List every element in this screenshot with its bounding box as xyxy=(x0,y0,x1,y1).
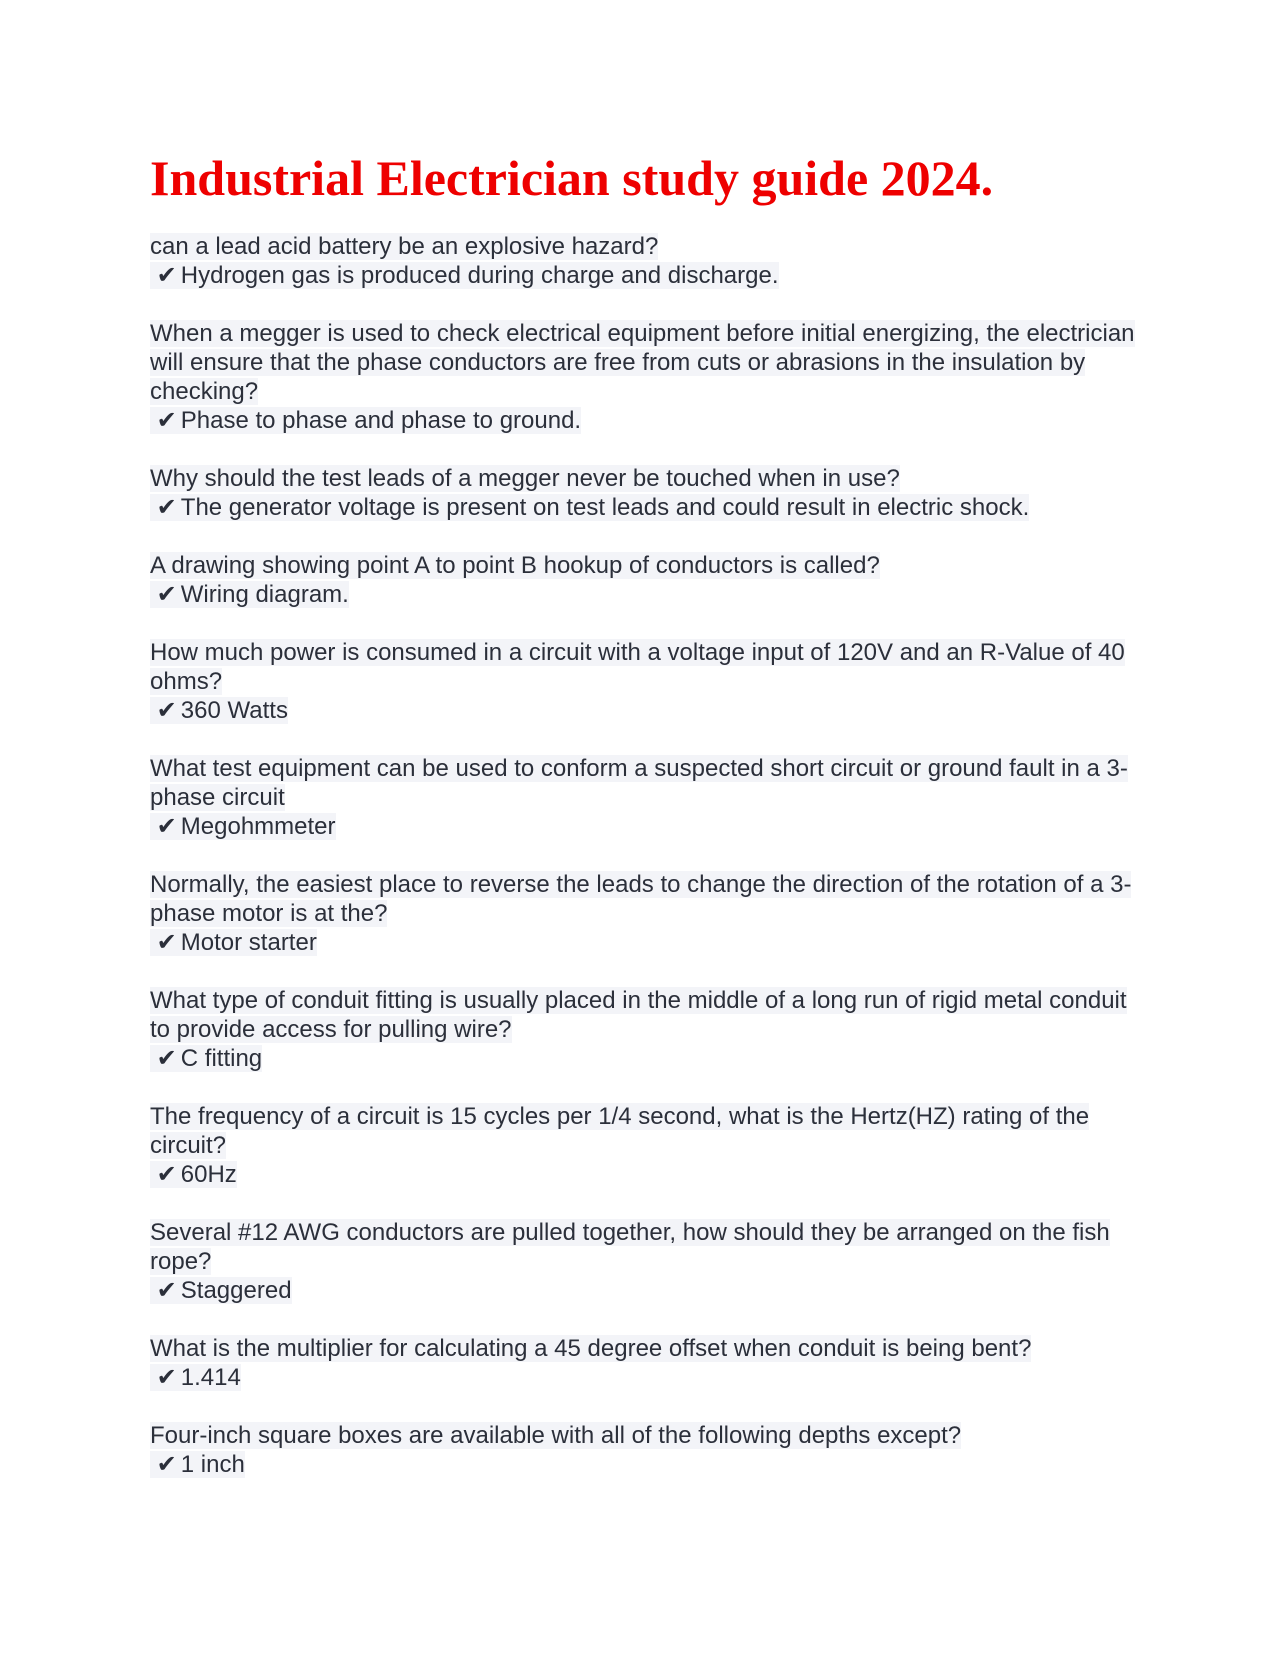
question-text: Several #12 AWG conductors are pulled together, how should they be arranged on the fish rope? xyxy=(150,1219,1110,1275)
checkmark-icon: ✔ xyxy=(156,262,177,289)
checkmark-icon: ✔ xyxy=(156,929,177,956)
checkmark-icon: ✔ xyxy=(156,407,177,434)
question-text: When a megger is used to check electrical equipment before initial energizing, the electrician will ensure that the phase conductors are free from cuts or abrasions in the insulation by checking? xyxy=(150,320,1135,405)
answer-text: ✔ 360 Watts xyxy=(150,696,1140,725)
question-text: How much power is consumed in a circuit with a voltage input of 120V and an R-Value of 40 ohms? xyxy=(150,639,1125,695)
checkmark-icon: ✔ xyxy=(156,1045,177,1072)
document-page xyxy=(150,148,1140,1508)
answer-text: ✔ Motor starter xyxy=(150,928,1140,957)
question-text: What is the multiplier for calculating a 45 degree offset when conduit is being bent? xyxy=(150,1335,1032,1362)
document-title: Industrial Electrician study guide 2024. xyxy=(150,150,994,206)
answer-text: ✔ Wiring diagram. xyxy=(150,580,1140,609)
checkmark-icon: ✔ xyxy=(156,1277,177,1304)
question-text: can a lead acid battery be an explosive hazard? xyxy=(150,233,659,260)
qa-item xyxy=(150,638,1140,725)
answer-text: ✔ 1.414 xyxy=(150,1363,1140,1392)
qa-item xyxy=(150,1218,1140,1305)
checkmark-icon: ✔ xyxy=(156,1364,177,1391)
qa-item xyxy=(150,319,1140,435)
checkmark-icon: ✔ xyxy=(156,494,177,521)
answer-text: ✔ Phase to phase and phase to ground. xyxy=(150,406,1140,435)
answer-text: ✔ 60Hz xyxy=(150,1160,1140,1189)
qa-item xyxy=(150,986,1140,1073)
qa-item xyxy=(150,1334,1140,1392)
qa-item xyxy=(150,754,1140,841)
qa-item xyxy=(150,870,1140,957)
answer-text: ✔ C fitting xyxy=(150,1044,1140,1073)
question-text: What type of conduit fitting is usually placed in the middle of a long run of rigid metal conduit to provide access for pulling wire? xyxy=(150,987,1127,1043)
checkmark-icon: ✔ xyxy=(156,581,177,608)
answer-text: ✔ The generator voltage is present on test leads and could result in electric shock. xyxy=(150,493,1140,522)
checkmark-icon: ✔ xyxy=(156,697,177,724)
question-text: Why should the test leads of a megger never be touched when in use? xyxy=(150,465,900,492)
answer-text: ✔ Megohmmeter xyxy=(150,812,1140,841)
qa-item xyxy=(150,1421,1140,1479)
qa-item xyxy=(150,232,1140,290)
qa-item xyxy=(150,1102,1140,1189)
checkmark-icon: ✔ xyxy=(156,1161,177,1188)
question-text: A drawing showing point A to point B hookup of conductors is called? xyxy=(150,552,880,579)
question-text: The frequency of a circuit is 15 cycles per 1/4 second, what is the Hertz(HZ) rating of the circuit? xyxy=(150,1103,1090,1159)
question-text: Four-inch square boxes are available with all of the following depths except? xyxy=(150,1422,962,1449)
question-text: Normally, the easiest place to reverse the leads to change the direction of the rotation of a 3-phase motor is at the? xyxy=(150,871,1132,927)
answer-text: ✔ 1 inch xyxy=(150,1450,1140,1479)
question-text: What test equipment can be used to conform a suspected short circuit or ground fault in a 3-phase circuit xyxy=(150,755,1128,811)
qa-item xyxy=(150,464,1140,522)
answer-text: ✔ Hydrogen gas is produced during charge and discharge. xyxy=(150,261,1140,290)
checkmark-icon: ✔ xyxy=(156,813,177,840)
checkmark-icon: ✔ xyxy=(156,1451,177,1478)
qa-item xyxy=(150,551,1140,609)
answer-text: ✔ Staggered xyxy=(150,1276,1140,1305)
